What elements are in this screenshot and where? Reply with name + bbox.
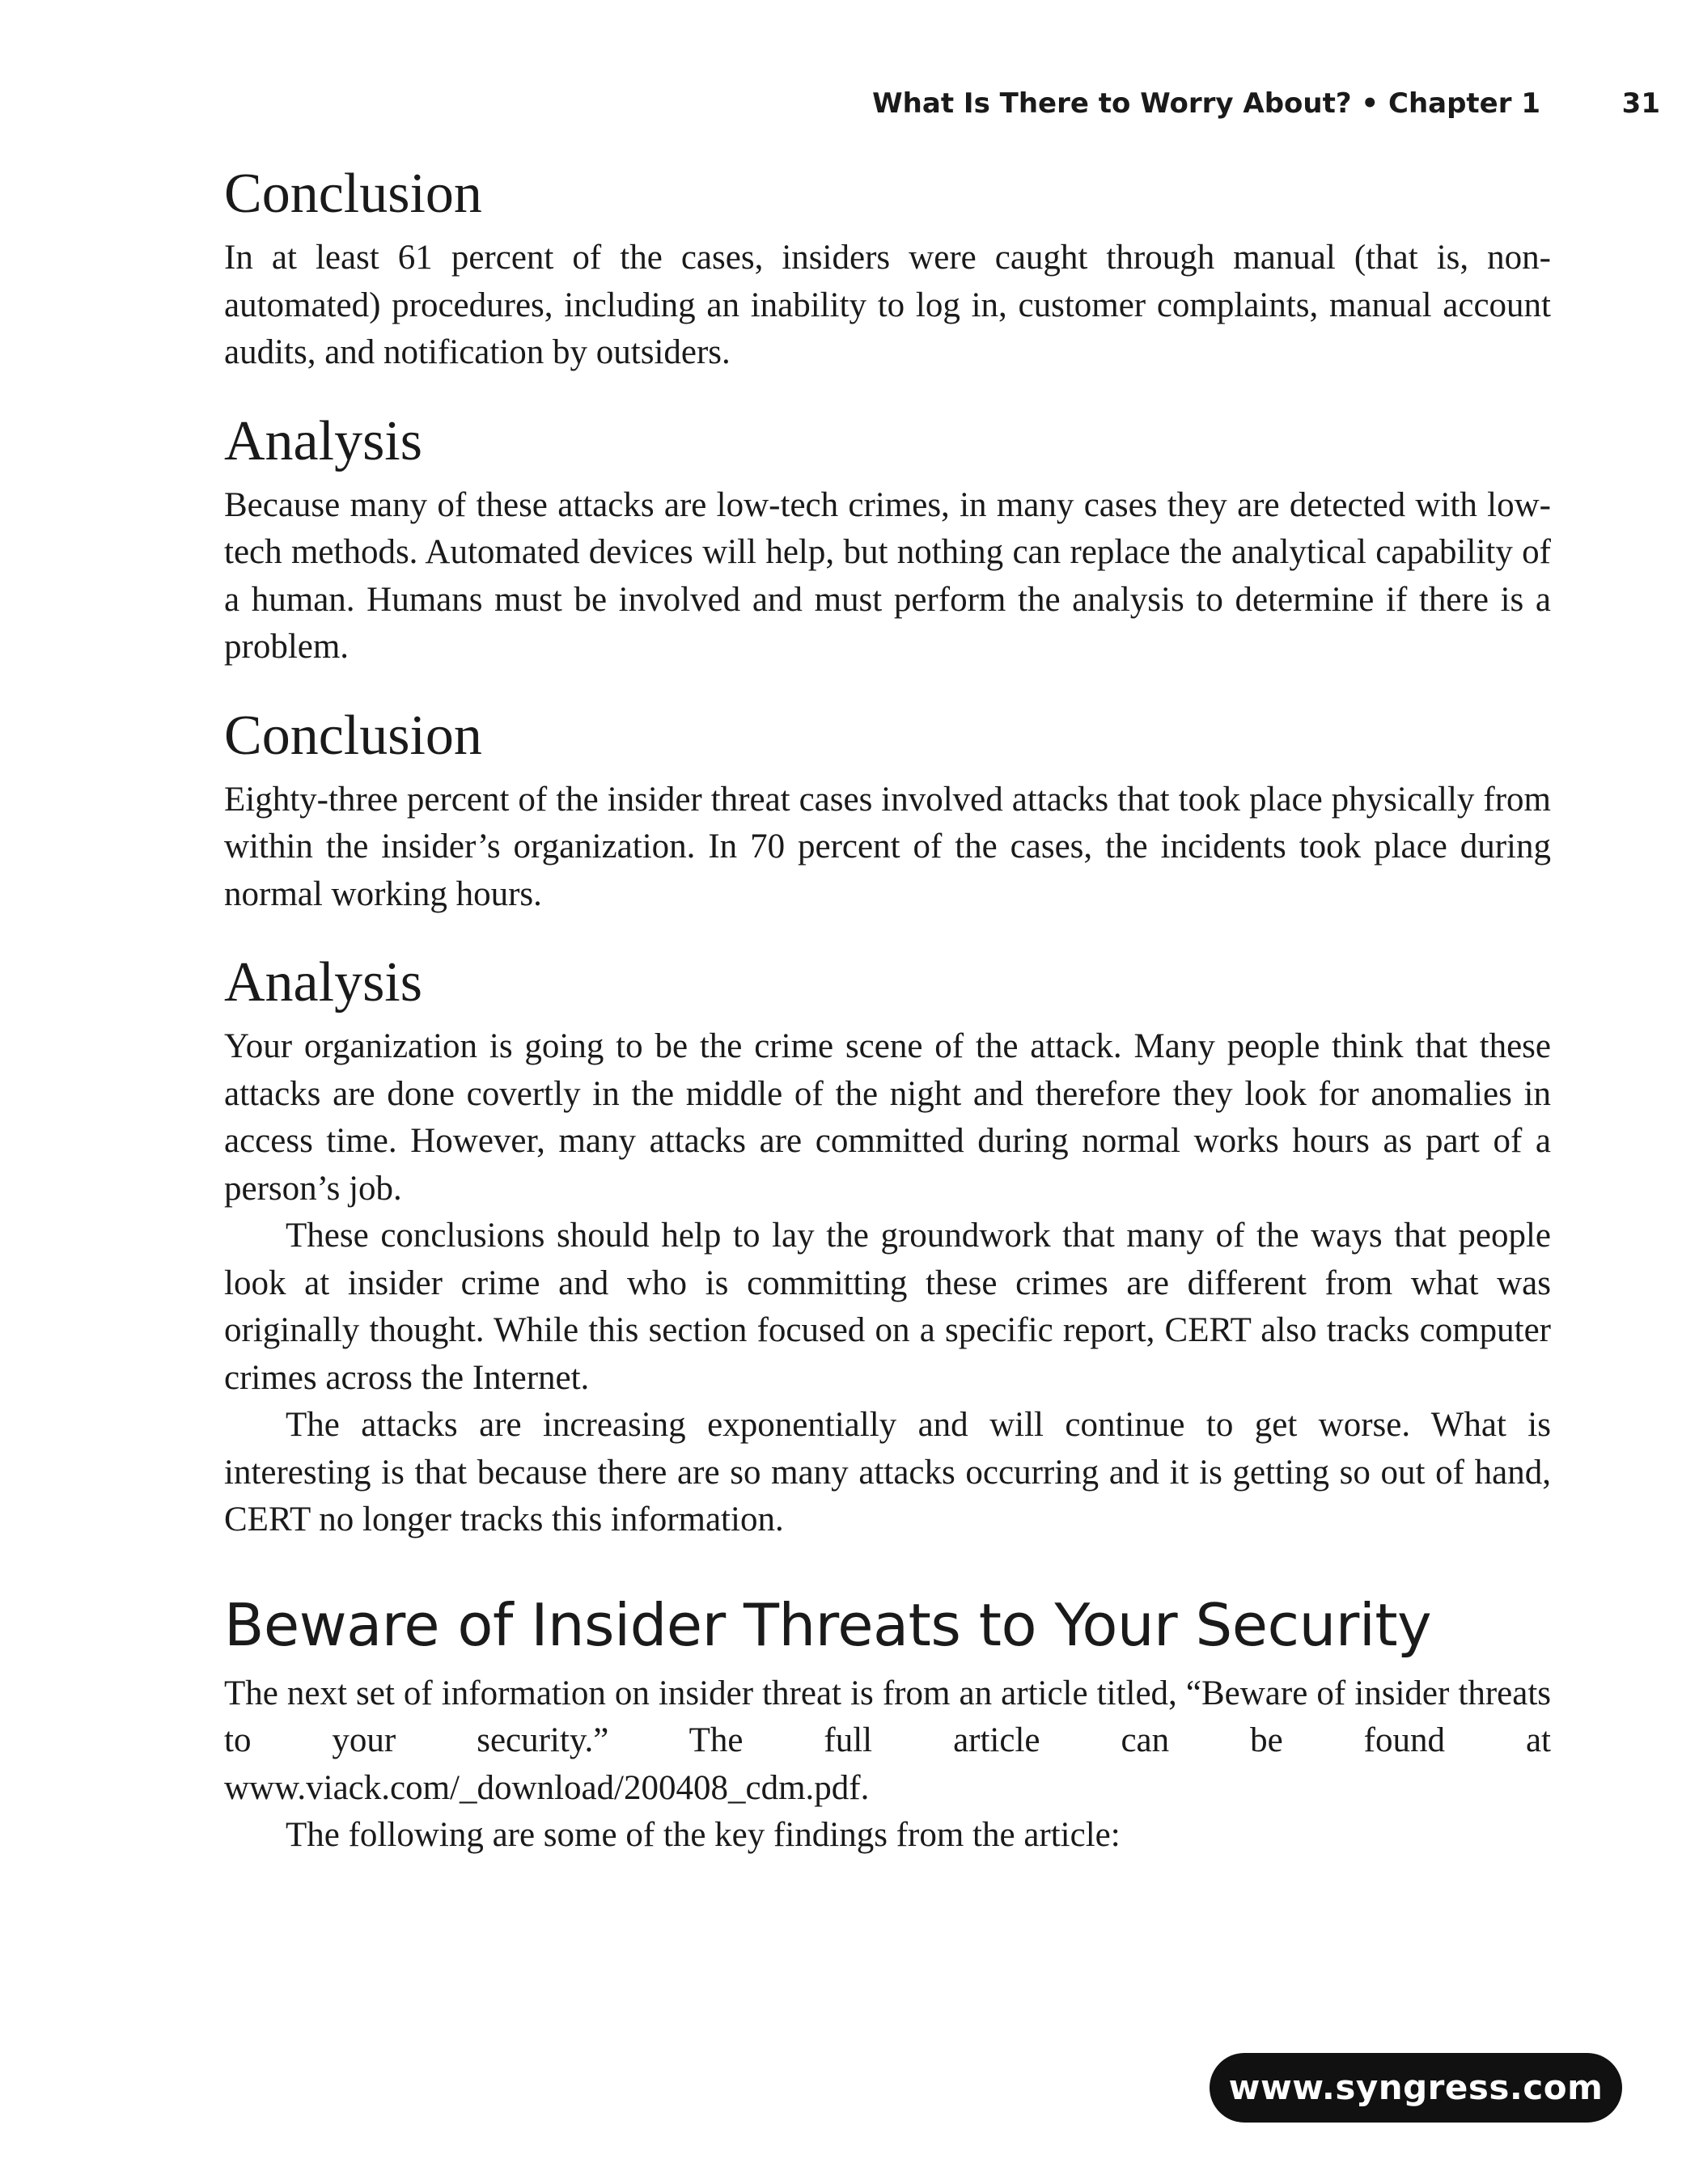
chapter-title: What Is There to Worry About? • Chapter 1 <box>872 87 1540 120</box>
section-heading: Conclusion <box>224 704 482 767</box>
paragraph: Because many of these attacks are low-tech crimes, in many cases they are detected with low-tech methods. Automated devices will help, but nothing can replace the analytical capability of a human. Humans must be involved and must perform the analysis to determine if there is a problem. <box>224 485 1551 666</box>
section-conclusion-1 <box>224 162 1551 377</box>
section-heading: Conclusion <box>224 163 482 225</box>
section-analysis-2 <box>224 950 1551 1544</box>
paragraph: In at least 61 percent of the cases, insiders were caught through manual (that is, non-automated) procedures, including an inability to log in, customer complaints, manual account audits, and notification by outsiders. <box>224 239 1551 371</box>
paragraph: The attacks are increasing exponentially and will continue to get worse. What is interesting is that because there are so many attacks occurring and it is getting so out of hand, CERT no longer tracks this information. <box>224 1406 1551 1539</box>
paragraph: Your organization is going to be the crime scene of the attack. Many people think that these attacks are done covertly in the middle of the night and therefore they look for anomalies in access time. However, many attacks are committed during normal works hours as part of a person’s job. <box>224 1027 1551 1208</box>
section-heading: Analysis <box>224 409 422 472</box>
paragraph: The next set of information on insider threat is from an article titled, “Beware of insider threats to your security.” The full article can be found at www.viack.com/_download/200408_cdm.pdf. <box>224 1674 1551 1807</box>
paragraph: These conclusions should help to lay the groundwork that many of the ways that people look at insider crime and who is committing these crimes are different from what was originally thought. While this section focused on a specific report, CERT also tracks computer crimes across the Internet. <box>224 1217 1551 1397</box>
page-content <box>224 162 1551 1860</box>
page-number: 31 <box>1621 87 1660 120</box>
paragraph: The following are some of the key findings from the article: <box>286 1816 1121 1854</box>
running-header <box>0 87 1699 128</box>
major-section-heading: Beware of Insider Threats to Your Security <box>224 1590 1432 1659</box>
section-conclusion-2 <box>224 704 1551 919</box>
section-beware-insider-threats <box>224 1589 1551 1860</box>
publisher-url-badge: www.syngress.com <box>1210 2053 1622 2123</box>
section-analysis-1 <box>224 409 1551 671</box>
paragraph: Eighty-three percent of the insider threat cases involved attacks that took place physically from within the insider’s organization. In 70 percent of the cases, the incidents took place during normal working hours. <box>224 780 1551 913</box>
section-heading: Analysis <box>224 951 422 1014</box>
